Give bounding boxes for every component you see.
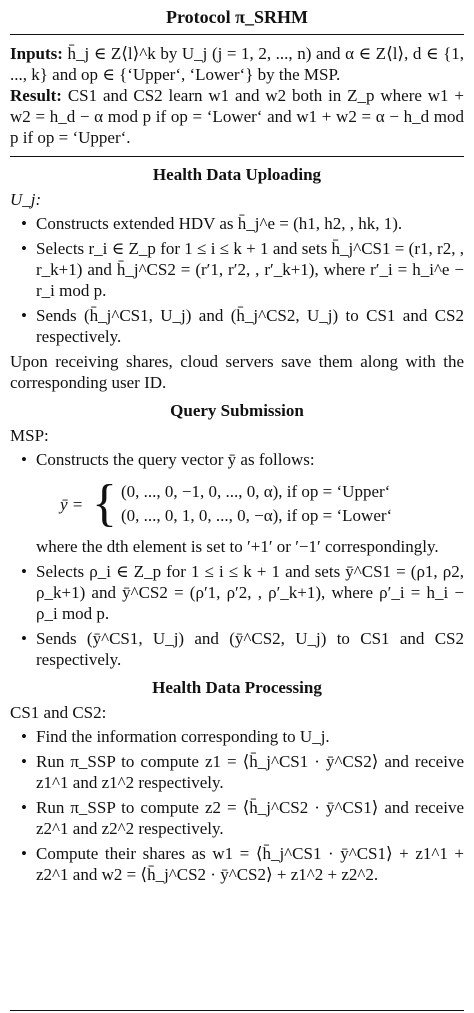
bottom-rule: [10, 1010, 464, 1011]
section-heading-query: Query Submission: [170, 401, 304, 420]
query-vector-equation: [60, 475, 464, 532]
inputs-text: h̄_j ∈ Z⟨l⟩^k by U_j (j = 1, 2, ..., n) and α ∈ Z⟨l⟩, d ∈ {1, ..., k} and op ∈ {‘Upper‘, ‘Lower‘} by the MSP.: [10, 44, 464, 84]
list-item: • Sends (ȳ^CS1, U_j) and (ȳ^CS2, U_j) to CS1 and CS2 respectively.: [36, 628, 464, 670]
list-item: [36, 449, 464, 557]
equation-lhs: ȳ =: [60, 494, 84, 514]
equation-case-upper: (0, ..., 0, −1, 0, ..., 0, α), if op = ‘Upper‘: [120, 482, 391, 501]
list-item: • Find the information corresponding to U_j.: [36, 726, 464, 747]
upload-list: [10, 213, 464, 347]
inputs-line: [10, 43, 464, 85]
list-item: • Selects ρ_i ∈ Z_p for 1 ≤ i ≤ k + 1 and sets ȳ^CS1 = (ρ1, ρ2, ρ_k+1) and ȳ^CS2 = (ρ′1, ρ′2, , ρ′_k+1), where ρ′_i = h_i − ρ_i mod p.: [36, 561, 464, 624]
query-item-text: Constructs the query vector ȳ as follows:: [36, 450, 315, 469]
inputs-rule: [10, 156, 464, 157]
process-list: [10, 726, 464, 885]
protocol-title: Protocol π_SRHM: [165, 7, 308, 27]
list-item: • Run π_SSP to compute z2 = ⟨h̄_j^CS2 · ȳ^CS1⟩ and receive z2^1 and z2^2 respectively.: [36, 797, 464, 839]
equation-note: where the dth element is set to ′+1′ or ′−1′ correspondingly.: [36, 537, 439, 556]
inputs-label: Inputs:: [10, 44, 63, 63]
list-item: • Compute their shares as w1 = ⟨h̄_j^CS1 · ȳ^CS1⟩ + z1^1 + z2^1 and w2 = ⟨h̄_j^CS2 · ȳ^CS2⟩ + z1^2 + z2^2.: [36, 843, 464, 885]
list-item: • Run π_SSP to compute z1 = ⟨h̄_j^CS1 · ȳ^CS2⟩ and receive z1^1 and z1^2 respectively.: [36, 751, 464, 793]
role-msp: MSP:: [10, 426, 49, 445]
list-item: • Constructs extended HDV as h̄_j^e = (h1, h2, , hk, 1).: [36, 213, 464, 234]
result-line: [10, 85, 464, 148]
list-item: • Selects r_i ∈ Z_p for 1 ≤ i ≤ k + 1 and sets h̄_j^CS1 = (r1, r2, , r_k+1) and h̄_j^CS2 = (r′1, r′2, , r′_k+1), where r′_i = h_i^e − r_i mod p.: [36, 238, 464, 301]
left-brace-icon: {: [92, 475, 117, 532]
inputs-block: [10, 35, 464, 156]
role-user: U_j:: [10, 190, 42, 209]
upload-note: Upon receiving shares, cloud servers save them along with the corresponding user ID.: [10, 352, 464, 392]
query-list: [10, 449, 464, 670]
result-label: Result:: [10, 86, 62, 105]
section-heading-process: Health Data Processing: [152, 678, 322, 697]
equation-cases: [121, 480, 392, 528]
list-item: • Sends (h̄_j^CS1, U_j) and (h̄_j^CS2, U_j) to CS1 and CS2 respectively.: [36, 305, 464, 347]
section-heading-upload: Health Data Uploading: [152, 165, 322, 184]
result-text: CS1 and CS2 learn w1 and w2 both in Z_p where w1 + w2 = h_d − α mod p if op = ‘Lower‘ and w1 + w2 = α − h_d mod p if op = ‘Upper‘.: [10, 86, 464, 147]
role-servers: CS1 and CS2:: [10, 703, 107, 722]
equation-case-lower: (0, ..., 0, 1, 0, ..., 0, −α), if op = ‘Lower‘: [120, 506, 393, 525]
